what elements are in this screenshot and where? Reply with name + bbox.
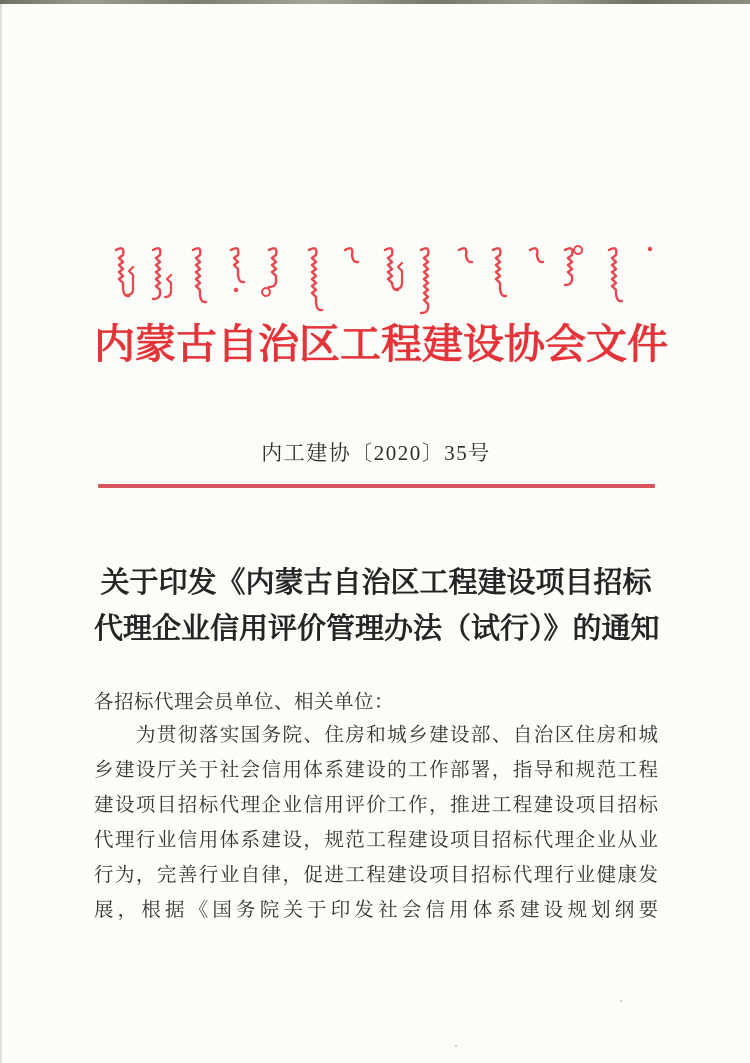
- mongolian-script-icon: [103, 244, 663, 316]
- org-title: 内蒙古自治区工程建设协会文件: [94, 321, 668, 367]
- scan-speck: [455, 1045, 457, 1047]
- scan-speck: [620, 1000, 622, 1002]
- body-text-line: 为贯彻落实国务院、住房和城乡建设部、自治区住房和城: [136, 725, 658, 746]
- scan-edge-left: [0, 4, 2, 1063]
- body-text-line: 行为，完善行业自律，促进工程建设项目招标代理行业健康发: [94, 865, 658, 886]
- document-title-line: 关于印发《内蒙古自治区工程建设项目招标: [100, 567, 652, 599]
- scan-edge-top: [0, 0, 750, 4]
- document-title: [94, 560, 658, 652]
- red-rule-divider: [98, 484, 655, 488]
- document-title-line: 代理企业信用评价管理办法（试行）》的通知: [94, 613, 660, 645]
- body-text-line: 代理行业信用体系建设，规范工程建设项目招标代理企业从业: [94, 830, 658, 851]
- body-text-line: 建设项目招标代理企业信用评价工作，推进工程建设项目招标: [94, 795, 658, 816]
- body-text-line: 展，根据《国务院关于印发社会信用体系建设规划纲要: [94, 900, 658, 921]
- body-text-line: 乡建设厅关于社会信用体系建设的工作部署，指导和规范工程: [94, 760, 658, 781]
- body-paragraph: [94, 718, 658, 928]
- doc-number: 内工建协〔2020〕35号: [261, 441, 491, 465]
- salutation: 各招标代理会员单位、相关单位：: [94, 692, 395, 713]
